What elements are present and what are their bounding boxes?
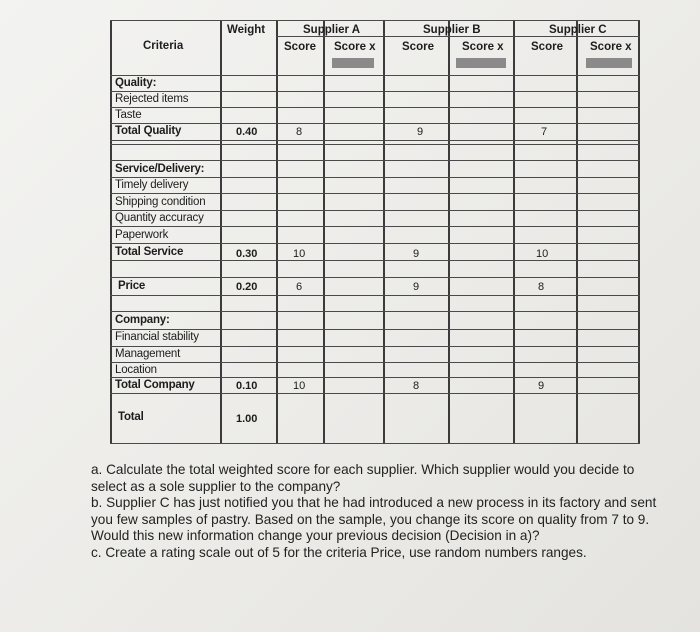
criteria-row-label: Paperwork (115, 229, 169, 241)
quality-score-b: 9 (417, 126, 424, 138)
criteria-row-label: Rejected items (115, 93, 189, 105)
column-divider (383, 20, 385, 444)
row-line (110, 243, 640, 244)
weight-header: Weight (227, 24, 266, 36)
total-company-label: Total Company (115, 379, 195, 391)
service-section-title: Service/Delivery: (115, 163, 205, 175)
quality-score-c: 7 (541, 126, 548, 138)
service-score-a: 10 (293, 248, 306, 260)
row-line (110, 193, 640, 194)
service-score-b: 9 (413, 248, 420, 260)
price-score-a: 6 (296, 281, 303, 293)
shaded-cell (332, 58, 374, 68)
question-a: a. Calculate the total weighted score for each supplier. Which supplier would you decide to select as a sole supplier to the company? (91, 462, 635, 494)
total-service-label: Total Service (115, 246, 184, 258)
criteria-row-label: Shipping condition (115, 196, 206, 208)
row-line (110, 277, 640, 278)
row-line (110, 226, 640, 227)
total-weight: 1.00 (236, 413, 258, 425)
shaded-cell (456, 58, 506, 68)
shaded-cell (586, 58, 632, 68)
row-line (110, 160, 640, 161)
table-border-bottom (110, 443, 640, 444)
table-border-right (638, 20, 640, 444)
column-divider (323, 20, 325, 444)
row-line (110, 177, 640, 178)
supplier-a-score-x-header: Score x (334, 41, 376, 53)
price-score-b: 9 (413, 281, 420, 293)
company-score-b: 8 (413, 380, 420, 392)
price-score-c: 8 (538, 281, 545, 293)
service-weight: 0.30 (236, 248, 258, 260)
supplier-c-score-header: Score (531, 41, 563, 53)
supplier-c-score-x-header: Score x (590, 41, 632, 53)
quality-weight: 0.40 (236, 126, 258, 138)
row-line (110, 393, 640, 394)
row-line (110, 123, 640, 124)
supplier-b-header: Supplier B (423, 24, 481, 36)
quality-section-title: Quality: (115, 77, 157, 89)
criteria-row-label: Taste (115, 109, 142, 121)
supplier-c-header: Supplier C (549, 24, 607, 36)
row-line (110, 260, 640, 261)
company-score-a: 10 (293, 380, 306, 392)
price-label: Price (118, 280, 146, 292)
price-weight: 0.20 (236, 281, 258, 293)
company-weight: 0.10 (236, 380, 258, 392)
table-border-left (110, 20, 112, 444)
quality-score-a: 8 (296, 126, 303, 138)
row-line (276, 36, 640, 37)
company-score-c: 9 (538, 380, 545, 392)
column-divider (576, 20, 578, 444)
row-line (110, 144, 640, 145)
question-c: c. Create a rating scale out of 5 for the criteria Price, use random numbers ranges. (91, 544, 587, 560)
total-label: Total (118, 411, 144, 423)
column-divider (220, 20, 222, 444)
supplier-b-score-header: Score (402, 41, 434, 53)
row-line (110, 362, 640, 363)
row-line (110, 91, 640, 92)
row-line (110, 140, 640, 141)
row-line (110, 346, 640, 347)
question-block (91, 462, 671, 561)
criteria-row-label: Financial stability (115, 331, 199, 343)
question-b: b. Supplier C has just notified you that he had introduced a new process in its factory and sent you few samples of pastry. Based on the sample, you change its score on quality from 7 to 9. Would this new information change your previous decision (Decision in a)? (91, 495, 657, 543)
supplier-a-score-header: Score (284, 41, 316, 53)
column-divider (448, 20, 450, 444)
criteria-header: Criteria (143, 40, 184, 52)
column-divider (513, 20, 515, 444)
row-line (110, 20, 640, 21)
row-line (110, 75, 640, 76)
criteria-row-label: Management (115, 348, 181, 360)
company-section-title: Company: (115, 314, 170, 326)
supplier-a-header: Supplier A (303, 24, 361, 36)
supplier-rating-table (110, 20, 640, 444)
total-quality-label: Total Quality (115, 125, 182, 137)
column-divider (276, 20, 278, 444)
row-line (110, 107, 640, 108)
criteria-row-label: Location (115, 364, 157, 376)
criteria-row-label: Timely delivery (115, 179, 189, 191)
criteria-row-label: Quantity accuracy (115, 212, 204, 224)
service-score-c: 10 (536, 248, 549, 260)
supplier-b-score-x-header: Score x (462, 41, 504, 53)
row-line (110, 311, 640, 312)
row-line (110, 295, 640, 296)
